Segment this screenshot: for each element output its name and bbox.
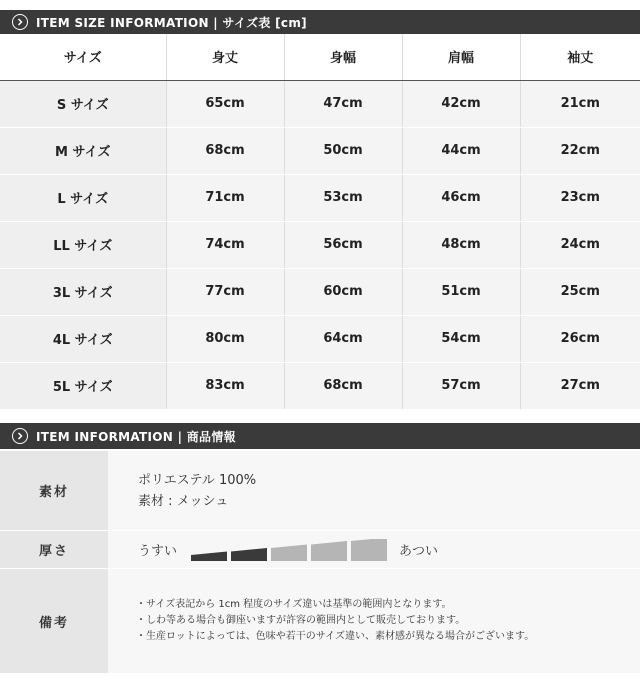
table-cell: 50cm (284, 127, 402, 174)
thickness-level-5 (351, 539, 387, 561)
table-cell: 23cm (520, 174, 640, 221)
thickness-wedge (311, 541, 347, 561)
table-cell: 60cm (284, 268, 402, 315)
size-section-title: ITEM SIZE INFORMATION | サイズ表 [cm] (36, 15, 307, 30)
table-cell: 21cm (520, 80, 640, 127)
thickness-wedge (271, 544, 307, 561)
size-section-header (0, 10, 640, 34)
item-information (0, 451, 640, 673)
chevron-right-icon (12, 428, 28, 444)
column-header-width: 身幅 (284, 34, 402, 80)
table-cell: 26cm (520, 315, 640, 362)
table-row (0, 362, 640, 409)
table-cell: 68cm (284, 362, 402, 409)
thickness-scale (191, 539, 387, 561)
column-header-length: 身丈 (166, 34, 284, 80)
material-label: 素材 (0, 451, 108, 530)
table-row (0, 174, 640, 221)
size-label: LL サイズ (0, 221, 166, 268)
thick-label: あつい (399, 544, 439, 559)
table-cell: 57cm (402, 362, 520, 409)
size-label: 4L サイズ (0, 315, 166, 362)
thickness-level-4 (311, 539, 347, 561)
table-cell: 71cm (166, 174, 284, 221)
table-cell: 46cm (402, 174, 520, 221)
column-header-sleeve: 袖丈 (520, 34, 640, 80)
thickness-level-1 (191, 539, 227, 561)
table-cell: 80cm (166, 315, 284, 362)
table-cell: 47cm (284, 80, 402, 127)
table-cell: 51cm (402, 268, 520, 315)
size-table (0, 34, 640, 410)
size-label: 5L サイズ (0, 362, 166, 409)
size-label: 3L サイズ (0, 268, 166, 315)
table-row (0, 268, 640, 315)
thickness-wedge (351, 539, 387, 561)
table-cell: 65cm (166, 80, 284, 127)
material-line: 素材 : メッシュ (138, 493, 229, 509)
table-row (0, 315, 640, 362)
notes-label: 備考 (0, 569, 108, 673)
thickness-label: 厚さ (0, 531, 108, 568)
size-label: M サイズ (0, 127, 166, 174)
table-cell: 22cm (520, 127, 640, 174)
note-item: ・しわ等ある場合も御座いますが許容の範囲内として販売しております。 (136, 615, 466, 626)
column-header-shoulder: 肩幅 (402, 34, 520, 80)
material-line: ポリエステル 100% (138, 472, 257, 488)
material-value (108, 451, 640, 530)
table-cell: 48cm (402, 221, 520, 268)
table-cell: 42cm (402, 80, 520, 127)
table-cell: 83cm (166, 362, 284, 409)
size-table-header-row (0, 34, 640, 80)
note-item: ・生産ロットによっては、色味や若干のサイズ違い、素材感が異なる場合がございます。 (136, 631, 535, 642)
note-item: ・サイズ表記から 1cm 程度のサイズ違いは基準の範囲内となります。 (136, 599, 452, 610)
thickness-row (0, 531, 640, 569)
table-cell: 77cm (166, 268, 284, 315)
info-section-header (0, 423, 640, 449)
table-cell: 25cm (520, 268, 640, 315)
size-label: L サイズ (0, 174, 166, 221)
table-cell: 54cm (402, 315, 520, 362)
table-cell: 74cm (166, 221, 284, 268)
thickness-wedge (231, 548, 267, 561)
table-row (0, 80, 640, 127)
column-header-size: サイズ (0, 34, 166, 80)
table-cell: 56cm (284, 221, 402, 268)
thickness-value (108, 531, 640, 568)
table-cell: 68cm (166, 127, 284, 174)
table-cell: 24cm (520, 221, 640, 268)
thickness-level-3 (271, 539, 307, 561)
chevron-right-icon (12, 14, 28, 30)
size-label: S サイズ (0, 80, 166, 127)
thickness-wedge (191, 551, 227, 561)
notes-value (108, 569, 640, 673)
table-row (0, 221, 640, 268)
table-cell: 53cm (284, 174, 402, 221)
thin-label: うすい (138, 544, 178, 559)
notes-row (0, 569, 640, 673)
table-cell: 44cm (402, 127, 520, 174)
thickness-level-2 (231, 539, 267, 561)
info-section-title: ITEM INFORMATION | 商品情報 (36, 429, 236, 444)
table-cell: 27cm (520, 362, 640, 409)
table-cell: 64cm (284, 315, 402, 362)
table-row (0, 127, 640, 174)
material-row (0, 451, 640, 531)
